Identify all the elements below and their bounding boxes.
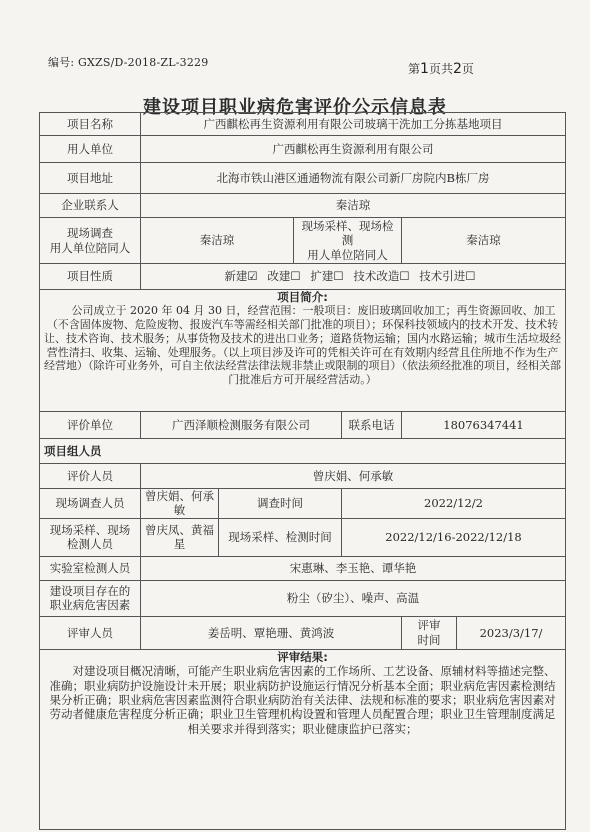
hazards-label: 建设项目存在的 职业病危害因素: [40, 580, 141, 616]
row-reviewers: [40, 616, 566, 649]
sampling-companion-value: 秦洁琼: [402, 218, 566, 264]
row-conclusion: [40, 649, 566, 829]
lab-value: 宋惠琳、李玉艳、谭华艳: [141, 556, 566, 580]
nature-option-tech-upgrade: 技术改造☐: [353, 269, 410, 284]
page-total: 2: [452, 61, 462, 77]
row-evaluators: [40, 464, 566, 489]
surveyors-label: 现场调查人员: [40, 489, 141, 519]
row-lab: [40, 556, 566, 580]
hazards-value: 粉尘（矽尘）、噪声、高温: [141, 580, 566, 616]
evaluators-label: 评价人员: [40, 464, 141, 489]
row-project-name: [40, 113, 566, 136]
conclusion-heading: 评审结果:: [277, 649, 328, 664]
evaluators-value: 曾庆娟、何承敏: [141, 464, 566, 489]
document-number: 编号: GXZS/D-2018-ZL-3229: [48, 56, 209, 69]
address-label: 项目地址: [40, 163, 141, 194]
project-name-label: 项目名称: [40, 113, 141, 136]
sampling-companion-label: 现场采样、现场检测 用人单位陪同人: [294, 218, 402, 264]
row-evaluator: [40, 412, 566, 439]
intro-heading: 项目简介:: [277, 290, 328, 304]
row-nature: [40, 264, 566, 290]
review-time-label: 评审 时间: [402, 616, 457, 649]
row-address: [40, 163, 566, 194]
reviewers-value: 姜岳明、覃艳珊、黄鸿波: [141, 616, 402, 649]
nature-label: 项目性质: [40, 264, 141, 290]
samplers-label: 现场采样、现场 检测人员: [40, 518, 141, 556]
survey-companion-value: 秦洁琼: [141, 218, 294, 264]
row-contact: [40, 194, 566, 218]
project-intro: [40, 290, 566, 412]
row-companions: [40, 218, 566, 264]
nature-options: [141, 264, 566, 290]
evaluator-unit-label: 评价单位: [40, 412, 141, 439]
review-conclusion: [40, 649, 566, 829]
document-title: 建设项目职业病危害评价公示信息表: [143, 97, 447, 118]
row-team-heading: [40, 439, 566, 464]
row-employer: [40, 136, 566, 163]
intro-body: 公司成立于 2020 年 04 月 30 日，经营范围：一般项目：废旧玻璃回收加工；再生资源回收、加工（不含固体废物、危险废物、报废汽车等需经相关部门批准的项目）；环保科技领域内的技术开发、技术转让、技术咨询、技术服务；从事货物及技术的进出口业务；道路货物运输；国内水路运输；城市生活垃圾经营性清扫、收集、运输、处理服务。（以上项目涉及许可的凭相关许可在有效期内经营且住所地不作为生产经营地）（除许可业务外，可自主依法经营法律法规非禁止或限制的项目）（依法须经批准的项目，经相关部门批准后方可开展经营活动。）: [44, 304, 562, 387]
reviewers-label: 评审人员: [40, 616, 141, 649]
employer-label: 用人单位: [40, 136, 141, 163]
row-intro: [40, 290, 566, 412]
nature-option-expand: 扩建☐: [310, 269, 344, 284]
survey-time-label: 调查时间: [219, 489, 342, 519]
team-heading: 项目组人员: [40, 439, 566, 464]
page-indicator: [408, 60, 474, 77]
row-hazards: [40, 580, 566, 616]
nature-option-rebuild: 改建☐: [267, 269, 301, 284]
contact-label: 企业联系人: [40, 194, 141, 218]
page-prefix: 第: [408, 62, 421, 76]
row-surveyors: [40, 489, 566, 519]
employer-value: 广西麒松再生资源利用有限公司: [141, 136, 566, 163]
page-suffix: 页: [461, 62, 474, 76]
phone-label: 联系电话: [342, 412, 402, 439]
lab-label: 实验室检测人员: [40, 556, 141, 580]
nature-option-new: 新建☑: [224, 269, 258, 284]
evaluation-info-table: [39, 112, 566, 830]
page-current: 1: [420, 61, 429, 77]
row-samplers: [40, 518, 566, 556]
surveyors-value: 曾庆娟、何承敏: [141, 489, 219, 519]
evaluator-unit-value: 广西泽顺检测服务有限公司: [141, 412, 342, 439]
phone-value: 18076347441: [402, 412, 566, 439]
sampling-time-label: 现场采样、检测时间: [219, 518, 342, 556]
nature-option-tech-import: 技术引进☐: [419, 269, 476, 284]
address-value: 北海市铁山港区通通物流有限公司新厂房院内B栋厂房: [141, 163, 566, 194]
contact-value: 秦洁琼: [141, 194, 566, 218]
conclusion-body: 对建设项目概况清晰，可能产生职业病危害因素的工作场所、工艺设备、原辅材料等描述完整、准确；职业病防护设施设计未开展；职业病防护设施运行情况分析基本全面；职业病危害因素检测结果分析正确；职业病危害因素监测符合职业病防治有关法律、法规和标准的要求；职业病危害因素对劳动者健康危害程度分析正确；职业卫生管理机构设置和管理人员配置合理；职业卫生管理制度满足相关要求并得到落实；职业健康监护已落实；: [49, 664, 556, 736]
project-name-value: 广西麒松再生资源利用有限公司玻璃干洗加工分拣基地项目: [141, 113, 566, 136]
survey-companion-label: 现场调查 用人单位陪同人: [40, 218, 141, 264]
sampling-time-value: 2022/12/16-2022/12/18: [342, 518, 566, 556]
survey-time-value: 2022/12/2: [342, 489, 566, 519]
samplers-value: 曾庆凤、黄福星: [141, 518, 219, 556]
review-time-value: 2023/3/17/: [457, 616, 566, 649]
page-mid: 页共: [428, 62, 453, 76]
